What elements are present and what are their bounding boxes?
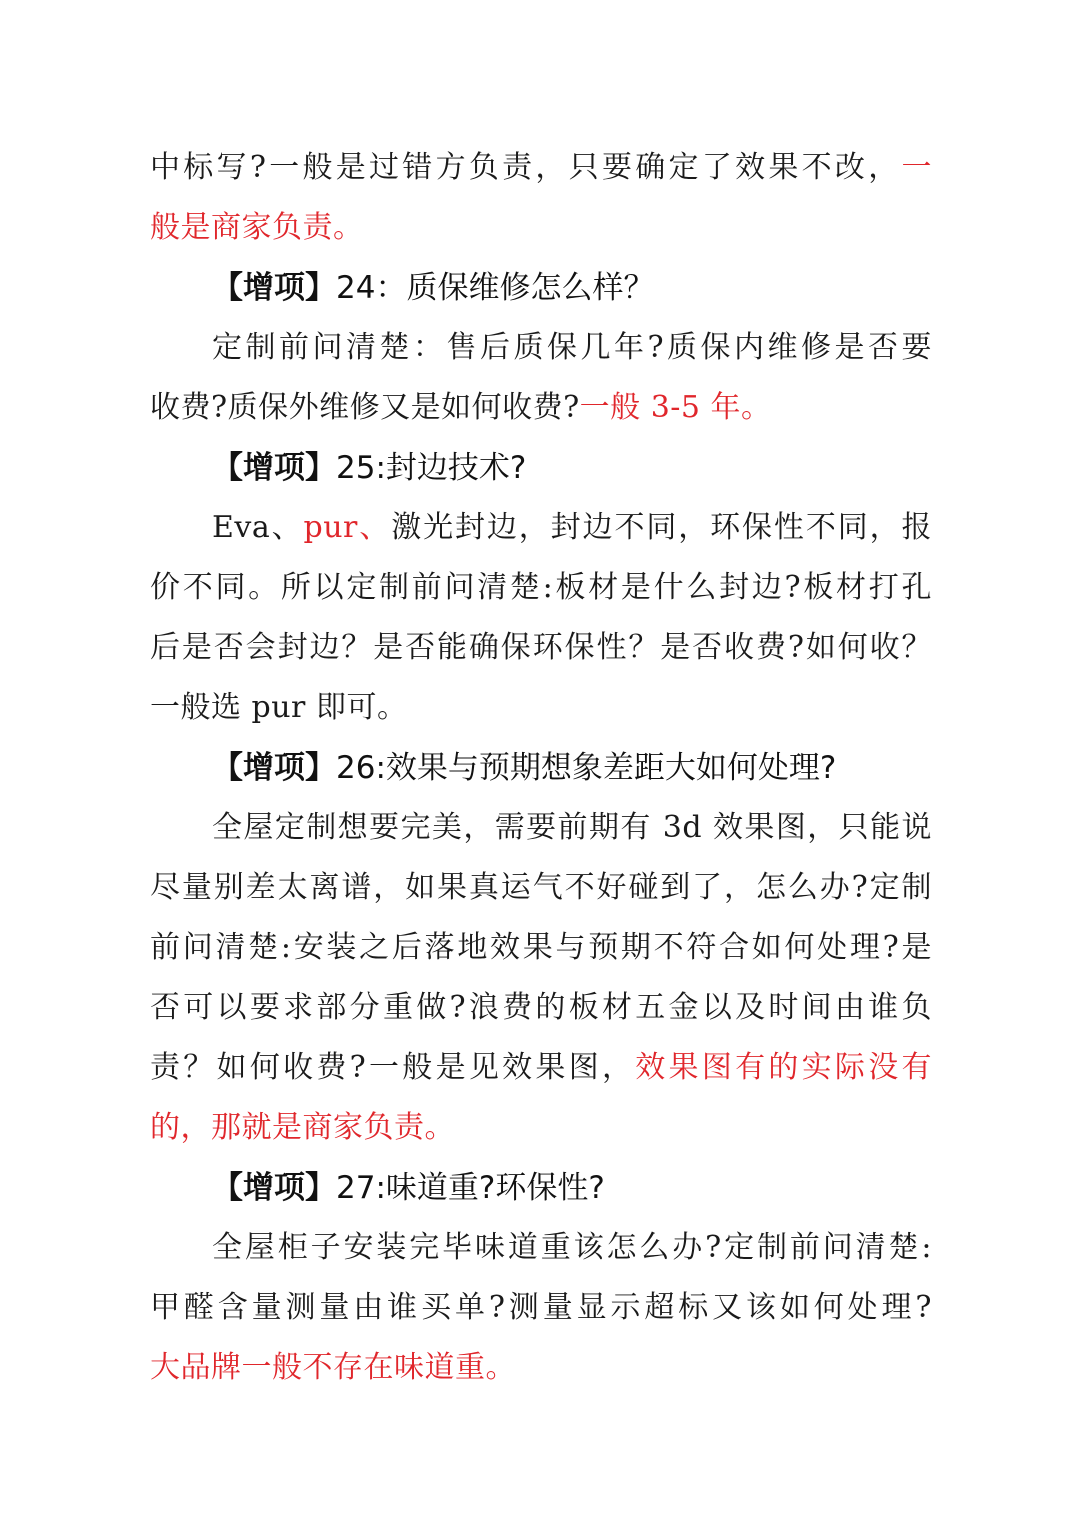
- heading-tag: 【增项】: [212, 1170, 336, 1206]
- highlight-text: pur、: [303, 510, 392, 545]
- paragraph-line: [150, 198, 932, 258]
- heading-tag: 【增项】: [212, 750, 336, 786]
- text-run: 中标写?一般是过错方负责，只要确定了效果不改，: [150, 150, 902, 185]
- section-heading-27: [150, 1158, 932, 1218]
- text-run: 否可以要求部分重做?浪费的板材五金以及时间由谁负: [150, 990, 932, 1025]
- text-run: 收费?质保外维修又是如何收费?: [150, 390, 580, 425]
- text-run: 前问清楚:安装之后落地效果与预期不符合如何处理?是: [150, 930, 932, 965]
- section-heading-26: [150, 738, 932, 798]
- heading-title: 27:味道重?环保性?: [336, 1170, 605, 1206]
- paragraph-line: [150, 138, 932, 198]
- paragraph-line: [150, 978, 932, 1038]
- section-heading-24: [150, 258, 932, 318]
- highlight-text: 一: [901, 150, 932, 185]
- document-page: [150, 138, 932, 1398]
- paragraph-line: [150, 1278, 932, 1338]
- heading-title: 26:效果与预期想象差距大如何处理?: [336, 750, 837, 786]
- section-heading-25: [150, 438, 932, 498]
- paragraph-line: [150, 918, 932, 978]
- paragraph-line: [150, 1038, 932, 1098]
- paragraph-line: [150, 558, 932, 618]
- paragraph-line: [150, 318, 932, 378]
- paragraph-line: [150, 1218, 932, 1278]
- text-run: 全屋定制想要完美，需要前期有 3d 效果图，只能说: [212, 810, 932, 845]
- paragraph-line: [150, 798, 932, 858]
- highlight-text: 般是商家负责。: [150, 210, 364, 245]
- paragraph-line: [150, 618, 932, 678]
- text-run: 一般选 pur 即可。: [150, 690, 408, 725]
- heading-title: 25:封边技术?: [336, 450, 527, 486]
- text-run: 全屋柜子安装完毕味道重该怎么办?定制前问清楚:: [212, 1230, 932, 1265]
- heading-title: 24：质保维修怎么样？: [336, 270, 655, 306]
- highlight-text: 大品牌一般不存在味道重。: [150, 1350, 516, 1385]
- paragraph-line: [150, 378, 932, 438]
- text-run: 价不同。所以定制前问清楚:板材是什么封边?板材打孔: [150, 570, 932, 605]
- paragraph-line: [150, 498, 932, 558]
- paragraph-line: [150, 678, 932, 738]
- paragraph-line: [150, 1338, 932, 1398]
- heading-tag: 【增项】: [212, 270, 336, 306]
- paragraph-line: [150, 1098, 932, 1158]
- text-run: 定制前问清楚：售后质保几年?质保内维修是否要: [212, 330, 932, 365]
- highlight-text: 的，那就是商家负责。: [150, 1110, 455, 1145]
- text-run: Eva、: [212, 510, 304, 545]
- highlight-text: 效果图有的实际没有: [635, 1050, 932, 1085]
- highlight-text: 一般 3-5 年。: [579, 390, 772, 425]
- text-run: 后是否会封边？是否能确保环保性？是否收费?如何收？: [150, 630, 932, 665]
- text-run: 尽量别差太离谱，如果真运气不好碰到了，怎么办?定制: [150, 870, 932, 905]
- heading-tag: 【增项】: [212, 450, 336, 486]
- text-run: 激光封边，封边不同，环保性不同，报: [391, 510, 932, 545]
- text-run: 甲醛含量测量由谁买单?测量显示超标又该如何处理?: [150, 1290, 932, 1325]
- paragraph-line: [150, 858, 932, 918]
- text-run: 责？如何收费?一般是见效果图，: [150, 1050, 636, 1085]
